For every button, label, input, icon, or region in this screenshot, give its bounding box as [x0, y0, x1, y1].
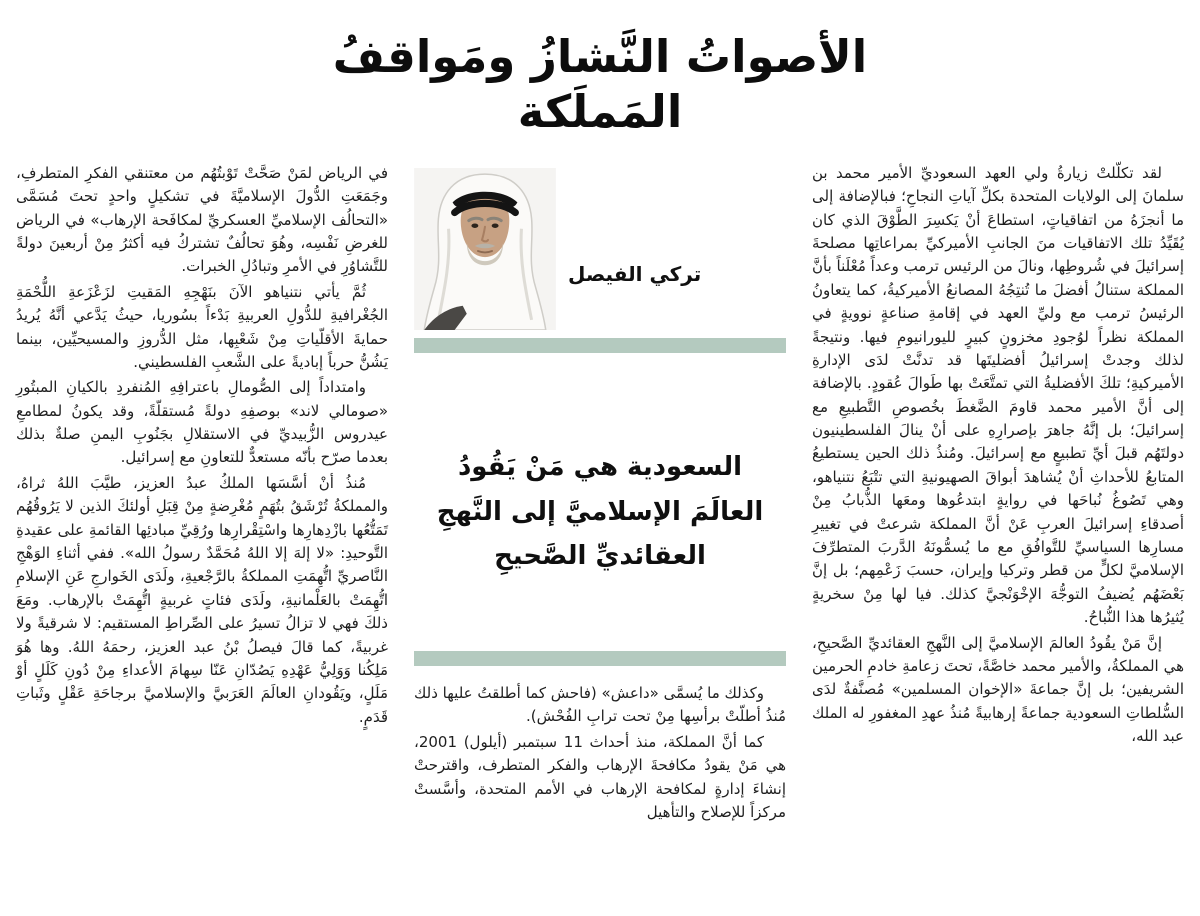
article-title-line1: الأصواتُ النَّشازُ ومَواقفُ [332, 30, 868, 83]
divider-bar [414, 651, 786, 666]
pull-quote-line: السعودية هي مَنْ يَقُودُ [457, 451, 743, 482]
pull-quote-line: العالَمَ الإسلاميَّ إلى النَّهجِ [436, 496, 764, 527]
pull-quote-line: العقائديِّ الصَّحيحِ [494, 541, 706, 572]
portrait-photo [414, 168, 556, 330]
article-title [16, 30, 1184, 140]
photo-caption: تركي الفيصل [568, 261, 702, 286]
article-paragraph: في الرياض لمَنْ صَحَّتْ تَوْبتُهُم من معتنقي الفكرِ المتطرفِ، وجَمَعَتِ الدُّولَ الإسلاميَّةَ في تشكيلٍ واحدٍ تحتَ مُسَمَّى «التحالُف الإسلاميِّ العسكريِّ لمكافَحة الإرهاب» في الرياض للغرضِ نَفْسِه، وهُوَ تحالُفٌ تشتركُ فيه أكثرُ مِنْ أربعينَ دولةً للتَّشاوُرِ في الأمرِ وتبادُلِ الخبرات. [16, 163, 388, 276]
article-paragraph: إنَّ مَنْ يقُودُ العالمَ الإسلاميَّ إلى النَّهجِ العقائديِّ الصَّحيحِ، هي المملكةُ، والأمير محمد خاصَّةً، تحتَ زعامةِ خادمِ الحرمين الشريفين؛ بل إنَّ جماعةَ «الإخوان المسلمين» مُصنَّفةٌ لدَى السُّلطاتِ السعودية جماعةً إرهابيةً مُنذُ عهدِ المغفورِ له الملك عبد الله، [812, 633, 1184, 746]
middle-column-text [414, 682, 786, 824]
article-paragraph: وامتداداً إلى الصُّومالِ باعترافِهِ المُنفردِ بالكيانِ المبتُورِ «صومالي لاند» بوصفِهِ دولةً مُستقلّةً، وقد يكونُ لمطامعِ عيدروس الزُّبيديِّ في الاستقلالِ بجَنُوبِ اليمنِ صلةٌ بذلك بعدما صرّح بأنّه مستعدٌّ للتعاونِ مع إسرائيل. [16, 378, 388, 467]
column-left [16, 162, 388, 729]
article-paragraph: مُنذُ أنْ أسَّسَها الملكُ عبدُ العزيز، طيَّبَ اللهُ ثراهُ، والمملكةُ تُرْشَقُ بتُهَمٍ مُغْرِضةٍ مِنْ قِبَلِ أولئكَ الذين لا يَرُوقُهُم تَمَتُّعُها بازْدِهارِها واسْتِقْرارِها ورُقِيِّ مبادئِها القائمةِ على عقيدةِ التَّوحيدِ: «لا إلهَ إلا اللهُ مُحَمَّدٌ رسولُ الله». ففي أثناءِ الوَهْجِ النَّاصريِّ اتُّهِمَتِ المملكةُ بالرَّجْعيةِ، ولَدَى الخَوارجِ عَنِ الإسلامِ اتُّهِمَتْ بالعَلْمانيةِ، ولَدَى فئاتٍ غربيةٍ اتُّهِمَتْ بالإرهاب. ومَعَ ذلكَ فهي لا تزالُ تسيرُ على الصِّراطِ المستقيم: لا شرقيةً ولا غربيةً، كما قالَ فيصلُ بْنُ عبد العزيز، رحمَهُ اللهُ. وها هُوَ مَلِكُنا وَوَلِيُّ عَهْدِهِ يَصُدّانِ عَنّا سِهامَ الأعداءِ مِنْ دُونِ كَلَلٍ أوْ مَلَلٍ، ويَقُودانِ العالَمَ العَرَبيَّ والإسلاميَّ برجاحَةِ عَقْلٍ وثَباتِ قَدَمٍ. [16, 473, 388, 726]
article-columns [16, 162, 1184, 825]
article-paragraph: كما أنَّ المملكة، منذ أحداث 11 سبتمبر (أيلول) 2001، هي مَنْ يقودُ مكافحةَ الإرهاب والفكر المتطرف، واقترحتْ إنشاءَ إدارةٍ لمكافحة الإرهاب في الأمم المتحدة، وأسَّستْ مركزاً للإصلاح والتأهيل [414, 732, 786, 821]
photo-block [414, 162, 786, 330]
pull-quote [414, 445, 786, 579]
column-middle [414, 162, 786, 825]
article-title-line2: المَملَكة [517, 84, 683, 138]
divider-bar [414, 338, 786, 353]
column-right [812, 162, 1184, 749]
article-paragraph: وكذلك ما يُسمَّى «داعش» (فاحش كما أطلقتُ عليها ذلك مُنذُ أطلّتْ برأسِها مِنْ تحت ترابِ الفُحْش). [414, 683, 786, 726]
portrait-illustration [414, 168, 556, 330]
article-paragraph: لقد تكلّلتْ زيارةُ ولي العهد السعوديِّ الأمير محمد بن سلمانَ إلى الولايات المتحدة بكلِّ آياتِ النجاحِ؛ فبالإضافة إلى ما أنجزَهُ من اتفاقياتٍ، استطاعَ أنْ يَكسِرَ الطَّوْقَ الذي كان يُقَيِّدُ تلك الاتفاقيات منَ الجانبِ الأميركيِّ بمراعاتِها مصلحةَ إسرائيلَ في شُروطِها، ونالَ من الرئيس ترمب وعداً مُعْلَناً بأنَّ المملكة ستنالُ أفضلَ ما تُنتِجُهُ المصانعُ الأميركيةُ، كما يتعاونُ الرئيسُ ترمب مع وليِّ العهد في إقامةِ صناعةٍ نوويةٍ في المملكة نظراً لوُجودِ مخزونٍ كبيرٍ لليورانيومِ فيها. ونتيجةً لذلك وجدتْ إسرائيلُ أفضليتَها قد تدنَّتْ لدَى الإدارةِ الأميركيةِ؛ تلكَ الأفضليةُ التي تمتَّعَتْ بها طَوالَ عُقودٍ. بالإضافة إلى أنَّ الأمير محمد قاومَ الضَّغطَ بخُصوصِ التَّطبيعِ مع إسرائيلَ؛ بل إنَّهُ جاهرَ بإصرارِهِ على أنْ ينالَ الفلسطينيون دولتَهُم قبلَ أيِّ تطبيعٍ مع إسرائيلَ. ومُنذُ ذلك الحين يستطيعُ المتابعُ للأحداثِ أنْ يُشاهدَ أبواقَ الصهيونيةِ التي تتْبَعُ نتنياهو، وهي تَصُوغُ نُباحَها في روايةٍ ابتدعُوها ومعَها الذُّبابُ مِنْ أصدقاءِ إسرائيلَ العربِ عَنْ أنَّ المملكة شرعتْ في تغييرِ مسارِها السياسيِّ للتَّوافُقِ مع ما يُسمُّونَهُ الدَّربَ المتطرِّفَ الإسلاميَّ لكلٍّ من قطر وتركيا وإيران، حسبَ زَعْمِهم؛ بل إنَّ بَعْضَهُم يُضيفُ التوجُّهَ الإخْوَنْجيَّ كذلك. فيا لها مِنْ سخريةٍ يُثيرُها هذا النُّباحُ. [812, 163, 1184, 627]
article-paragraph: ثُمَّ يأتي نتنياهو الآنَ بنَهْجِهِ المَقيتِ لزَعْزَعةِ اللُّحْمَةِ الجُغْرافيةِ للدُّولِ العربيةِ بَدْءاً بسُوريا، حيثُ يَدَّعي أنَّهُ يُريدُ حمايةَ الأقلّياتِ مِنْ شَعْبِها، مثل الدُّروزِ والمسيحيِّين، بينما يَشُنُّ حرباً إباديةً على الشَّعبِ الفلسطيني. [16, 282, 388, 371]
